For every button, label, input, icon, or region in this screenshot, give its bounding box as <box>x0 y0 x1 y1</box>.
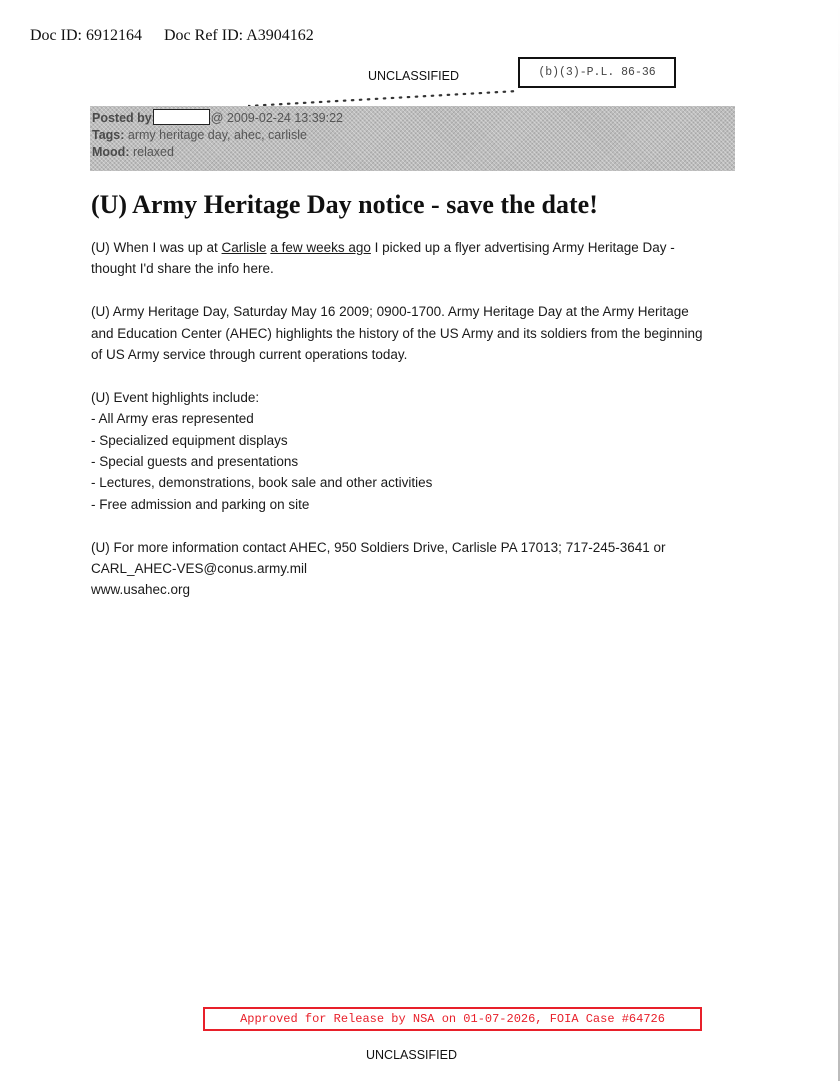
highlights-paragraph <box>91 387 741 515</box>
mood-label: Mood: <box>92 145 130 159</box>
details-line: of US Army service through current operations today. <box>91 347 408 363</box>
doc-ref-id: Doc Ref ID: A3904162 <box>163 27 314 44</box>
tags-row <box>90 127 735 144</box>
intro-text-end: I picked up a flyer advertising Army Heritage Day - <box>370 240 675 255</box>
highlight-item: - Free admission and parking on site <box>91 496 310 512</box>
post-title: (U) Army Heritage Day notice - save the date! <box>91 190 598 219</box>
details-line: and Education Center (AHEC) highlights the history of the US Army and its soldiers from the beginning <box>91 325 703 341</box>
redacted-author-box <box>153 109 210 125</box>
post-metadata-block <box>90 106 735 171</box>
intro-paragraph <box>91 237 741 280</box>
highlight-item: - Lectures, demonstrations, book sale and other activities <box>91 475 433 491</box>
contact-email[interactable]: CARL_AHEC-VES@conus.army.mil <box>91 561 308 577</box>
contact-paragraph <box>91 537 741 601</box>
posted-by-label: Posted by <box>92 111 152 125</box>
release-stamp: Approved for Release by NSA on 01-07-2026, FOIA Case #64726 <box>203 1007 702 1031</box>
tags-label: Tags: <box>92 128 125 142</box>
details-paragraph <box>91 301 741 365</box>
highlight-item: - Special guests and presentations <box>91 454 299 470</box>
document-id-header <box>30 27 332 45</box>
carlisle-link[interactable]: Carlisle <box>221 240 267 255</box>
details-line: (U) Army Heritage Day, Saturday May 16 2009; 0900-1700. Army Heritage Day at the Army Heritage <box>91 304 689 320</box>
intro-line-2: thought I'd share the info here. <box>91 261 274 277</box>
highlight-item: - Specialized equipment displays <box>91 432 288 448</box>
mood-value: relaxed <box>132 145 174 159</box>
exemption-marking-box: (b)(3)-P.L. 86-36 <box>518 57 676 88</box>
posted-by-row <box>90 109 735 127</box>
classification-banner-top: UNCLASSIFIED <box>368 69 459 83</box>
intro-text-start: (U) When I was up at <box>91 240 222 255</box>
posted-timestamp: @ 2009-02-24 13:39:22 <box>210 111 343 125</box>
post-body <box>91 237 741 622</box>
mood-row <box>90 144 735 161</box>
contact-line: (U) For more information contact AHEC, 950 Soldiers Drive, Carlisle PA 17013; 717-245-3641 or <box>91 539 666 555</box>
highlights-heading: (U) Event highlights include: <box>91 389 260 405</box>
doc-id: Doc ID: 6912164 <box>30 27 142 44</box>
few-weeks-ago-link[interactable]: a few weeks ago <box>270 240 371 255</box>
contact-website[interactable]: www.usahec.org <box>91 582 191 598</box>
classification-banner-bottom: UNCLASSIFIED <box>366 1048 457 1062</box>
tags-value[interactable]: army heritage day, ahec, carlisle <box>127 128 307 142</box>
highlight-item: - All Army eras represented <box>91 411 254 427</box>
